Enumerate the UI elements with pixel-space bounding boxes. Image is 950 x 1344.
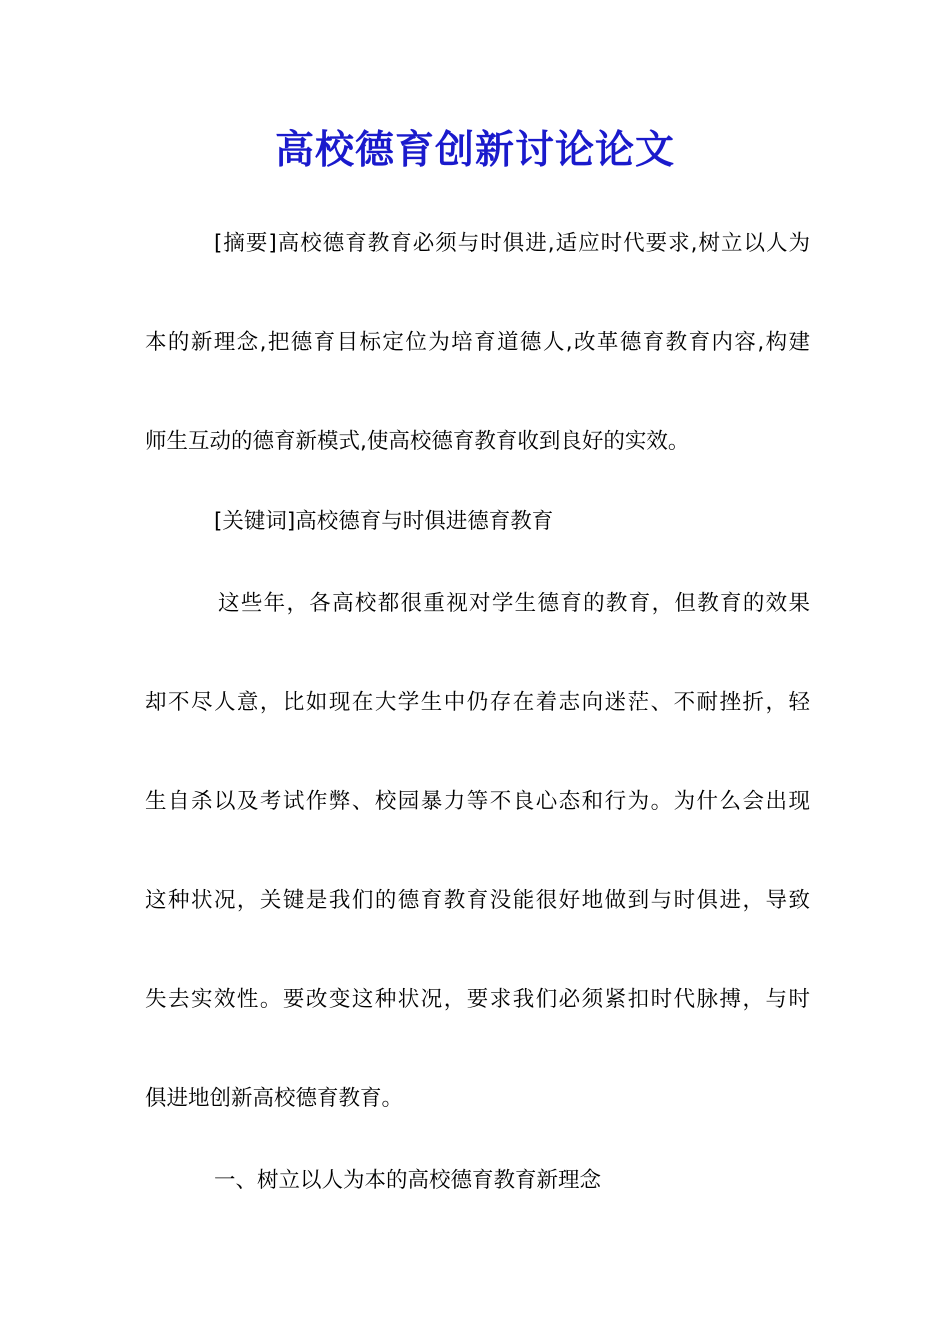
abstract-line: 师生互动的德育新模式,使高校德育教育收到良好的实效。 (145, 429, 690, 454)
document-title: 高校德育创新讨论论文 (274, 127, 675, 173)
section-heading: 一、树立以人为本的高校德育教育新理念 (214, 1168, 602, 1193)
body-line: 失去实效性。要改变这种状况，要求我们必须紧扣时代脉搏，与时 (145, 987, 810, 1012)
body-line: 却不尽人意，比如现在大学生中仍存在着志向迷茫、不耐挫折，轻 (145, 690, 810, 715)
body-line: 这种状况，关键是我们的德育教育没能很好地做到与时俱进，导致 (145, 888, 810, 913)
keywords-line: [关键词]高校德育与时俱进德育教育 (214, 509, 554, 534)
body-line: 俱进地创新高校德育教育。 (145, 1086, 404, 1111)
body-line: 生自杀以及考试作弊、校园暴力等不良心态和行为。为什么会出现 (145, 789, 810, 814)
abstract-line: [摘要]高校德育教育必须与时俱进,适应时代要求,树立以人为 (214, 231, 810, 256)
abstract-line: 本的新理念,把德育目标定位为培育道德人,改革德育教育内容,构建 (145, 330, 810, 355)
body-line: 这些年，各高校都很重视对学生德育的教育，但教育的效果 (218, 591, 810, 616)
